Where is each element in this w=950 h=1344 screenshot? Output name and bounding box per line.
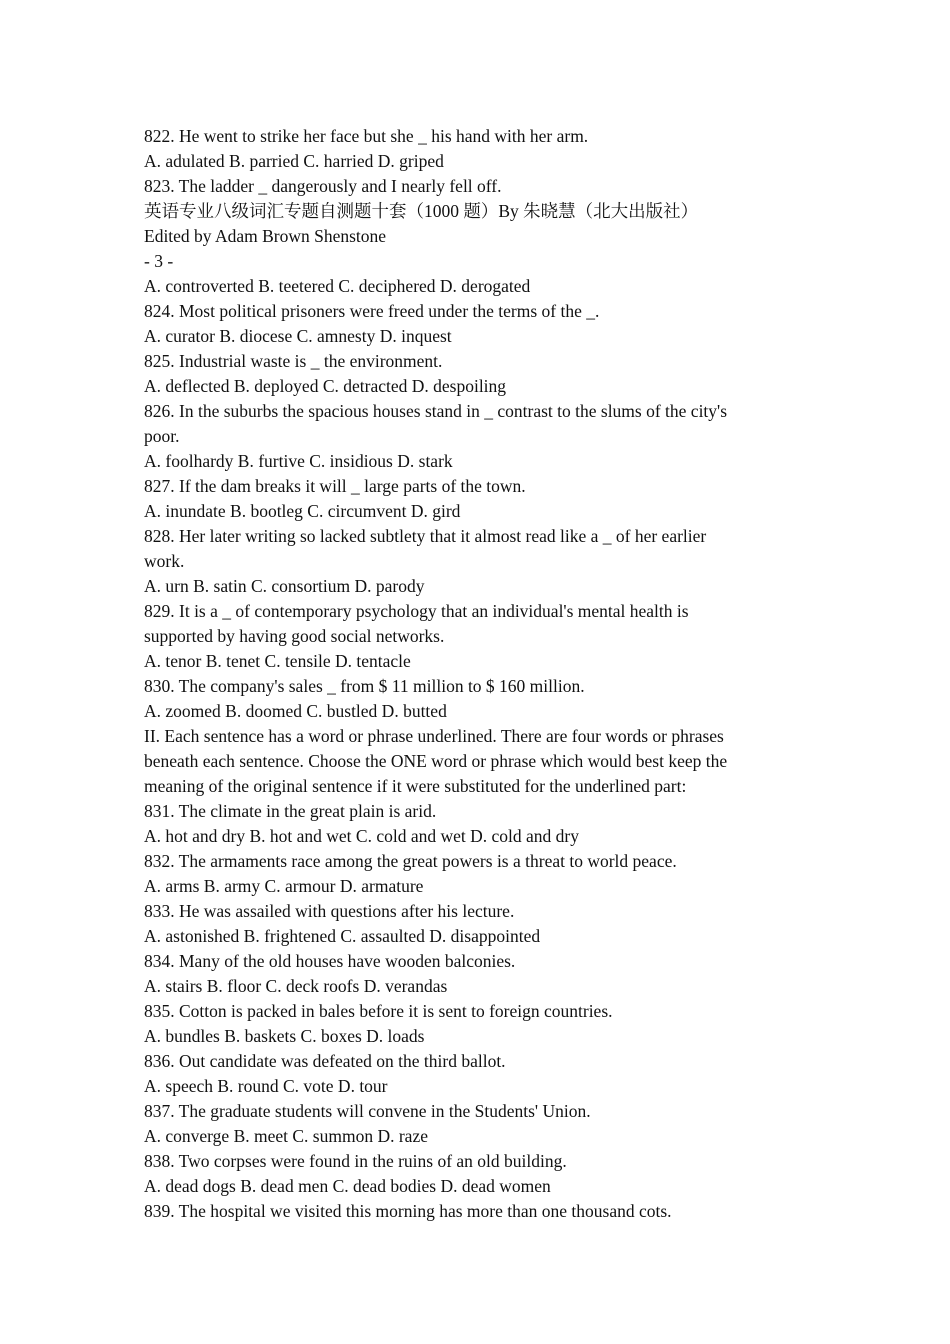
question-829-cont: supported by having good social networks. bbox=[144, 626, 445, 646]
running-header-title: 英语专业八级词汇专题自测题十套（1000 题）By 朱晓慧（北大出版社） bbox=[144, 201, 699, 221]
question-827: 827. If the dam breaks it will _ large parts of the town. bbox=[144, 476, 526, 496]
options-823: A. controverted B. teetered C. deciphered D. derogated bbox=[144, 276, 531, 296]
section-ii-instructions-3: meaning of the original sentence if it were substituted for the underlined part: bbox=[144, 776, 687, 796]
question-832: 832. The armaments race among the great powers is a threat to world peace. bbox=[144, 851, 677, 871]
question-829: 829. It is a _ of contemporary psychology that an individual's mental health is bbox=[144, 601, 689, 621]
options-838: A. dead dogs B. dead men C. dead bodies D. dead women bbox=[144, 1176, 551, 1196]
question-824: 824. Most political prisoners were freed under the terms of the _. bbox=[144, 301, 600, 321]
options-822: A. adulated B. parried C. harried D. griped bbox=[144, 151, 444, 171]
options-832: A. arms B. army C. armour D. armature bbox=[144, 876, 424, 896]
question-834: 834. Many of the old houses have wooden balconies. bbox=[144, 951, 516, 971]
question-825: 825. Industrial waste is _ the environment. bbox=[144, 351, 443, 371]
options-833: A. astonished B. frightened C. assaulted D. disappointed bbox=[144, 926, 541, 946]
question-828-cont: work. bbox=[144, 551, 185, 571]
question-835: 835. Cotton is packed in bales before it is sent to foreign countries. bbox=[144, 1001, 613, 1021]
options-828: A. urn B. satin C. consortium D. parody bbox=[144, 576, 425, 596]
options-836: A. speech B. round C. vote D. tour bbox=[144, 1076, 388, 1096]
options-830: A. zoomed B. doomed C. bustled D. butted bbox=[144, 701, 447, 721]
page-number: - 3 - bbox=[144, 251, 174, 271]
question-836: 836. Out candidate was defeated on the third ballot. bbox=[144, 1051, 506, 1071]
section-ii-instructions-2: beneath each sentence. Choose the ONE word or phrase which would best keep the bbox=[144, 751, 728, 771]
question-830: 830. The company's sales _ from $ 11 million to $ 160 million. bbox=[144, 676, 585, 696]
question-833: 833. He was assailed with questions after his lecture. bbox=[144, 901, 515, 921]
options-827: A. inundate B. bootleg C. circumvent D. gird bbox=[144, 501, 461, 521]
options-825: A. deflected B. deployed C. detracted D. despoiling bbox=[144, 376, 507, 396]
question-839: 839. The hospital we visited this morning has more than one thousand cots. bbox=[144, 1201, 672, 1221]
question-828: 828. Her later writing so lacked subtlety that it almost read like a _ of her earlier bbox=[144, 526, 707, 546]
question-823: 823. The ladder _ dangerously and I nearly fell off. bbox=[144, 176, 502, 196]
options-837: A. converge B. meet C. summon D. raze bbox=[144, 1126, 428, 1146]
question-822: 822. He went to strike her face but she _ his hand with her arm. bbox=[144, 126, 589, 146]
options-831: A. hot and dry B. hot and wet C. cold and wet D. cold and dry bbox=[144, 826, 579, 846]
options-826: A. foolhardy B. furtive C. insidious D. stark bbox=[144, 451, 453, 471]
options-824: A. curator B. diocese C. amnesty D. inquest bbox=[144, 326, 452, 346]
options-829: A. tenor B. tenet C. tensile D. tentacle bbox=[144, 651, 411, 671]
question-838: 838. Two corpses were found in the ruins of an old building. bbox=[144, 1151, 567, 1171]
question-837: 837. The graduate students will convene in the Students' Union. bbox=[144, 1101, 591, 1121]
options-834: A. stairs B. floor C. deck roofs D. verandas bbox=[144, 976, 448, 996]
question-831: 831. The climate in the great plain is arid. bbox=[144, 801, 437, 821]
document-body bbox=[144, 124, 794, 1224]
section-ii-instructions: II. Each sentence has a word or phrase underlined. There are four words or phrases bbox=[144, 726, 724, 746]
question-826-cont: poor. bbox=[144, 426, 180, 446]
running-header-editor: Edited by Adam Brown Shenstone bbox=[144, 226, 387, 246]
options-835: A. bundles B. baskets C. boxes D. loads bbox=[144, 1026, 425, 1046]
question-826: 826. In the suburbs the spacious houses stand in _ contrast to the slums of the city's bbox=[144, 401, 728, 421]
